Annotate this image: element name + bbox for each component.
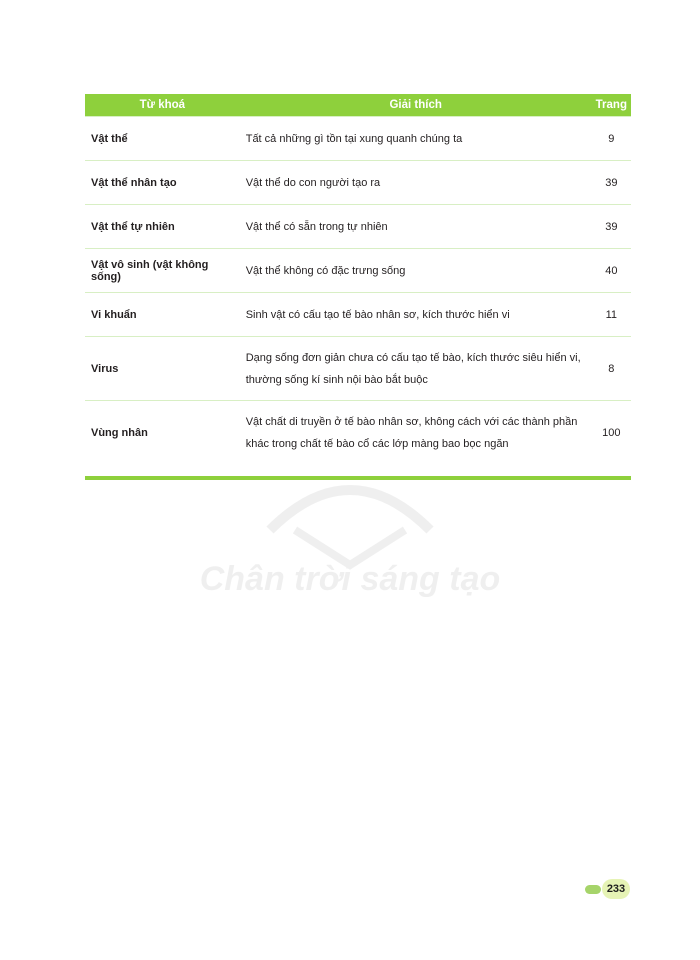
definition-cell: Sinh vật có cấu tạo tế bào nhân sơ, kích thước hiển vi <box>240 293 592 337</box>
header-term: Từ khoá <box>85 94 240 117</box>
term-cell: Vật vô sinh (vật không sống) <box>85 249 240 293</box>
glossary-table <box>85 94 631 465</box>
term-cell: Virus <box>85 337 240 401</box>
page-cell: 40 <box>592 249 631 293</box>
page-cell: 9 <box>592 117 631 161</box>
table-row <box>85 117 631 161</box>
page-cell: 39 <box>592 161 631 205</box>
page-cell: 11 <box>592 293 631 337</box>
page-cell: 8 <box>592 337 631 401</box>
definition-cell: Dạng sống đơn giản chưa có cấu tạo tế bào, kích thước siêu hiển vi, thường sống kí sinh nội bào bắt buộc <box>240 337 592 401</box>
table-row <box>85 205 631 249</box>
term-cell: Vật thể tự nhiên <box>85 205 240 249</box>
page-number-decoration <box>585 885 601 894</box>
definition-cell: Vật thể do con người tạo ra <box>240 161 592 205</box>
definition-cell: Vật thể không có đặc trưng sống <box>240 249 592 293</box>
table-row <box>85 249 631 293</box>
header-definition: Giải thích <box>240 94 592 117</box>
table-header-row <box>85 94 631 117</box>
table-row <box>85 161 631 205</box>
table-row <box>85 293 631 337</box>
term-cell: Vùng nhân <box>85 401 240 465</box>
page-cell: 100 <box>592 401 631 465</box>
table-row <box>85 337 631 401</box>
watermark-text: Chân trời sáng tạo <box>200 560 500 598</box>
watermark-logo <box>200 470 500 610</box>
term-cell: Vật thể <box>85 117 240 161</box>
header-page: Trang <box>592 94 631 117</box>
definition-cell: Tất cả những gì tồn tại xung quanh chúng ta <box>240 117 592 161</box>
term-cell: Vật thể nhân tạo <box>85 161 240 205</box>
page-cell: 39 <box>592 205 631 249</box>
page-number: 233 <box>602 879 630 899</box>
table-row <box>85 401 631 465</box>
table-bottom-rule <box>85 476 631 480</box>
definition-cell: Vật thể có sẵn trong tự nhiên <box>240 205 592 249</box>
definition-cell: Vật chất di truyền ở tế bào nhân sơ, không cách với các thành phần khác trong chất tế bào cổ các lớp màng bao bọc ngăn <box>240 401 592 465</box>
term-cell: Vi khuẩn <box>85 293 240 337</box>
